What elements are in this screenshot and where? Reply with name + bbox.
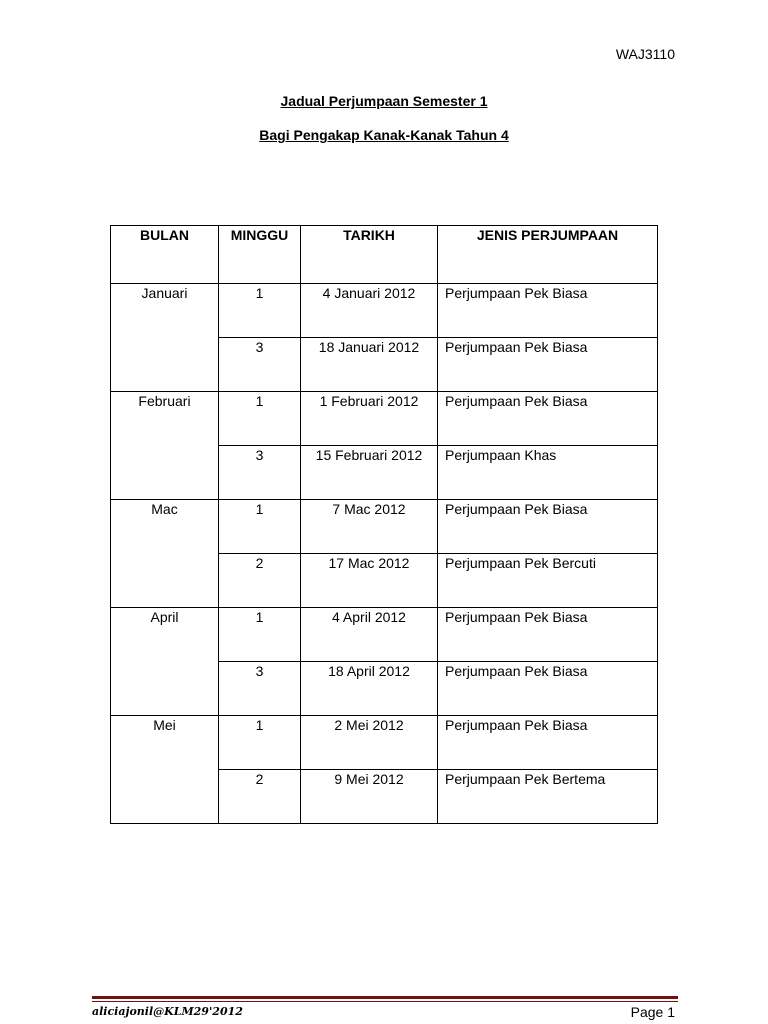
document-title-text: Jadual Perjumpaan Semester 1 — [280, 93, 488, 109]
cell-bulan — [111, 770, 219, 824]
header-tarikh: TARIKH — [301, 226, 438, 284]
cell-minggu: 1 — [219, 500, 301, 554]
cell-tarikh: 18 Januari 2012 — [301, 338, 438, 392]
cell-minggu: 3 — [219, 338, 301, 392]
page-number: Page 1 — [630, 1004, 675, 1020]
cell-bulan: April — [111, 608, 219, 662]
cell-tarikh: 1 Februari 2012 — [301, 392, 438, 446]
table-header-row — [111, 226, 658, 284]
cell-tarikh: 7 Mac 2012 — [301, 500, 438, 554]
cell-jenis: Perjumpaan Pek Biasa — [438, 662, 658, 716]
table-row — [111, 608, 658, 662]
footer-author: aliciajonil@KLM29'2012 — [92, 1005, 243, 1018]
cell-minggu: 1 — [219, 608, 301, 662]
table-row — [111, 284, 658, 338]
cell-bulan — [111, 446, 219, 500]
cell-tarikh: 2 Mei 2012 — [301, 716, 438, 770]
cell-bulan — [111, 554, 219, 608]
document-title — [0, 93, 768, 109]
footer-rule — [92, 996, 678, 999]
cell-minggu: 1 — [219, 392, 301, 446]
cell-tarikh: 4 Januari 2012 — [301, 284, 438, 338]
cell-tarikh: 4 April 2012 — [301, 608, 438, 662]
cell-bulan: Januari — [111, 284, 219, 338]
cell-jenis: Perjumpaan Pek Biasa — [438, 392, 658, 446]
table-row — [111, 338, 658, 392]
cell-jenis: Perjumpaan Pek Biasa — [438, 500, 658, 554]
table-row — [111, 662, 658, 716]
cell-minggu: 2 — [219, 770, 301, 824]
table-row — [111, 446, 658, 500]
cell-tarikh: 18 April 2012 — [301, 662, 438, 716]
meeting-schedule-table — [110, 225, 658, 824]
cell-bulan: Mac — [111, 500, 219, 554]
cell-jenis: Perjumpaan Khas — [438, 446, 658, 500]
cell-bulan — [111, 338, 219, 392]
cell-jenis: Perjumpaan Pek Bercuti — [438, 554, 658, 608]
table-row — [111, 770, 658, 824]
cell-bulan: Februari — [111, 392, 219, 446]
cell-minggu: 3 — [219, 662, 301, 716]
table-row — [111, 392, 658, 446]
cell-jenis: Perjumpaan Pek Bertema — [438, 770, 658, 824]
cell-jenis: Perjumpaan Pek Biasa — [438, 716, 658, 770]
header-bulan: BULAN — [111, 226, 219, 284]
cell-tarikh: 9 Mei 2012 — [301, 770, 438, 824]
document-code: WAJ3110 — [615, 46, 675, 62]
cell-minggu: 1 — [219, 284, 301, 338]
cell-jenis: Perjumpaan Pek Biasa — [438, 608, 658, 662]
cell-tarikh: 15 Februari 2012 — [301, 446, 438, 500]
cell-minggu: 2 — [219, 554, 301, 608]
header-jenis: JENIS PERJUMPAAN — [438, 226, 658, 284]
cell-minggu: 1 — [219, 716, 301, 770]
cell-bulan — [111, 662, 219, 716]
cell-jenis: Perjumpaan Pek Biasa — [438, 338, 658, 392]
header-minggu: MINGGU — [219, 226, 301, 284]
cell-minggu: 3 — [219, 446, 301, 500]
document-subtitle-text: Bagi Pengakap Kanak-Kanak Tahun 4 — [259, 127, 509, 143]
cell-tarikh: 17 Mac 2012 — [301, 554, 438, 608]
footer-rule-thin — [92, 1001, 678, 1002]
table-row — [111, 554, 658, 608]
document-subtitle — [0, 127, 768, 143]
table-row — [111, 716, 658, 770]
table-row — [111, 500, 658, 554]
cell-jenis: Perjumpaan Pek Biasa — [438, 284, 658, 338]
cell-bulan: Mei — [111, 716, 219, 770]
